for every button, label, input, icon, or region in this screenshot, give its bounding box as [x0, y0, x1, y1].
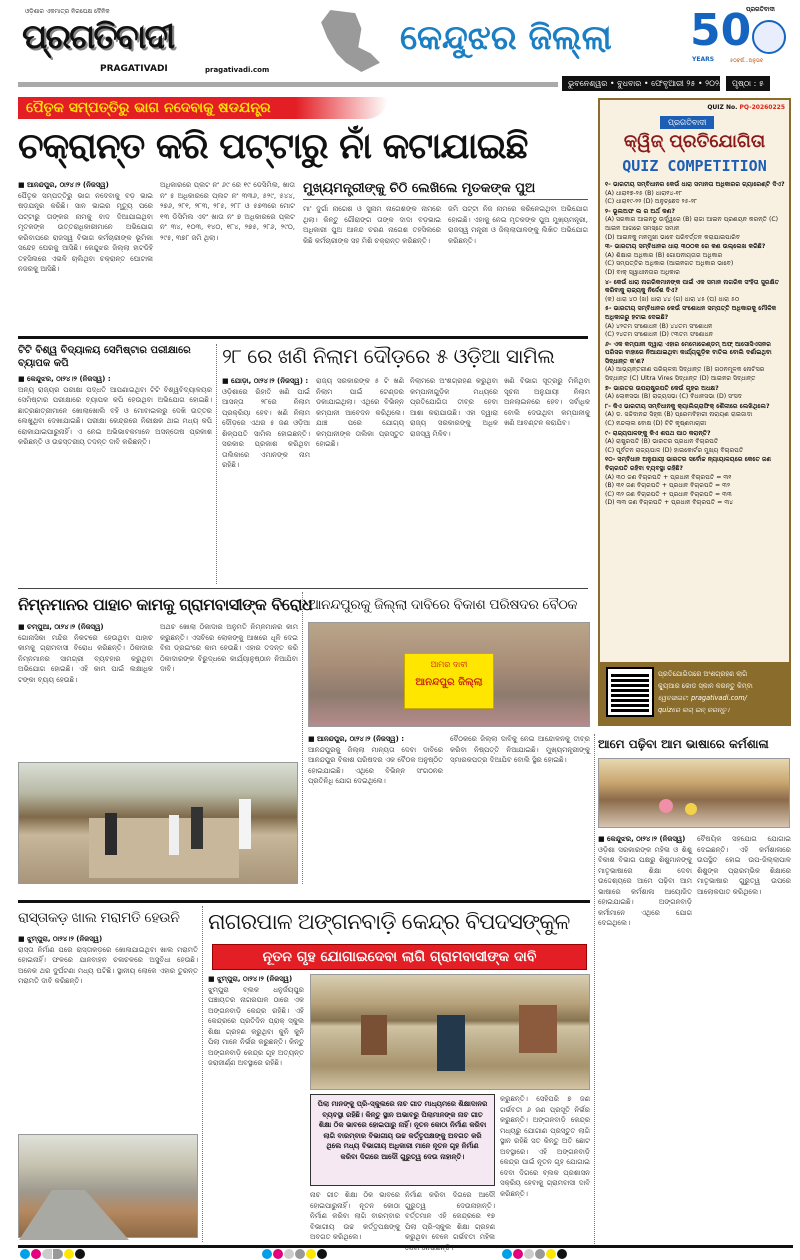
story3-column-3: ନିଲାମରେ ଅଂଶଗ୍ରହଣ କରୁଥିବା କମ୍ପାନୀଗୁଡ଼ିକ ମଧ୍ୟରେ ପ୍ରତିଯୋଗିତା ତୀବ୍ର ହେବା ଆଶା କରାଯାଉଛି। ଏହା ଦ୍ୱାରା ରାଜ୍ୟ ସରକାରଙ୍କୁ ଅଧିକ ରାଜସ୍ୱ ମିଳିବ। [410, 377, 498, 438]
story3-column-1 [222, 376, 310, 582]
demand-banner [404, 653, 494, 709]
story4-headline[interactable]: ନିମ୍ନମାନର ପାହାଚ କାମକୁ ଗ୍ରାମବାସୀଙ୍କ ବିରୋଧ [18, 595, 313, 614]
quiz-answer-options: (A) ଆଭ୍ୟନ୍ତରୀଣ ପରିଚାଳନା ସିଦ୍ଧାନ୍ତ (B) ଗଠନମୂଳକ ନୋଟିସର ସିଦ୍ଧାନ୍ତ (C) Ultra Vires ସିଦ୍ଧାନ୍ତ (D) ଆଇନର ସିଦ୍ଧାନ୍ତ [605, 366, 765, 383]
quiz-answer-options: (D) ବାକ୍ ସ୍ୱାଧୀନତାର ଅଧିକାର [605, 268, 680, 276]
quiz-footer-line: କ୍ୟୁଆର କୋଡ ସ୍କାନ କରନ୍ତୁ କିମ୍ବା [658, 682, 753, 690]
newspaper-logo: ପ୍ରଗତିବାଦୀ [22, 17, 174, 57]
cyan-mark-icon [262, 1249, 272, 1259]
grey-mark-icon [524, 1249, 534, 1259]
quiz-answer-options: (A) ଧାରା୧୭-୨୫ (B) ଧାରା୧୪-୧୮ [605, 189, 683, 197]
story4-column-1 [18, 622, 153, 756]
registration-marks-right [502, 1249, 568, 1259]
photo-balloon [659, 799, 673, 813]
story3-dateline: ■ ଯୋଡ଼ା, ଠା୨୪।୨ (ନିଜସ୍ୱ) : [222, 377, 309, 385]
story2-headline[interactable]: ଟିଟି ବିଶ୍ୱ ବିଦ୍ୟାଳୟ ସେମିଷ୍ଟାର ପରୀକ୍ଷାରେ ବ୍ୟାପକ କପି [18, 345, 191, 369]
quiz-answer-options: (C) ୩୨ ଜଣ ବିଚାରପତି + ପ୍ରଧାନ ବିଚାରପତି = ୩୩ [605, 490, 732, 498]
road-ditch-photo [18, 1134, 198, 1238]
story8-column-1 [208, 974, 304, 1242]
quiz-brand: ପ୍ରଗତିବାଦୀ [660, 116, 714, 129]
quiz-answer-options: (କ) ଧାରା ୪୦ (ଖ) ଧାରା ୪୪ (ଗ) ଧାରା ୪୫ (ଘ) ଧାରା ୫୦ [605, 295, 740, 303]
story8-callout: ପିଲା ମାନଙ୍କୁ ପ୍ରି-ସ୍କୁଲରେ ନାଚ ଗୀତ ମାଧ୍ୟମରେ ଶିକ୍ଷାଦାନର ବ୍ୟବସ୍ଥା ରହିଛି। କିନ୍ତୁ ସ୍ଥାନ ଅଭାବରୁ ପିଲାମାନଙ୍କ ନାଚ ଗୀତ ଶିକ୍ଷା ଠିକ ଭାବରେ ହୋଇପାରୁ ନାହିଁ। ନୂତନ କୋଠା ନିର୍ମାଣ କରିବା ଲାଗି ବାରମ୍ବାର ବିଭାଗୀୟ ଉଚ୍ଚ କର୍ତ୍ତୃପକ୍ଷଙ୍କୁ ଅବଗତ କରି ଥିଲେ ମଧ୍ୟ ବିଭାଗୀୟ ଅଧିକାରୀ ମାନେ ନୂତନ ଗୃହ ନିର୍ମାଣ କରିବା ଦିଗରେ ଆଦୌ ଗୁରୁତ୍ୱ ଦେଉ ନାହାନ୍ତି। [310, 1094, 495, 1186]
quiz-question: ୧୦- ସମ୍ବିଧାନ ଅନୁଯାୟୀ ଭାରତର ସର୍ବୋଚ୍ଚ ନ୍ୟାୟାଳୟରେ କେତେ ଜଣ ବିଚାରପତି ରହିବା ବ୍ୟବସ୍ଥା ରହିଛି? [605, 456, 771, 472]
quiz-question: ୪- କେଉଁ ଧାରା ନାଗରିକମାନଙ୍କ ପାଇଁ ଏକ ସମାନ ନାଗରିକ ସଂହିତା ସୁରକ୍ଷିତ କରିବାକୁ ରାଜ୍ୟକୁ ନିର୍ଦ୍ଦେଶ ଦିଏ? [605, 278, 779, 295]
story5-dateline: ■ ଆନନ୍ଦପୁର, ଠା୨୪।୨ (ନିଜସ୍ୱ) : [308, 735, 405, 743]
column-rule [302, 592, 303, 884]
page-bottom-rule [18, 1245, 793, 1248]
black-mark-icon [557, 1249, 567, 1259]
photo-window [519, 1005, 557, 1053]
lead-dateline: ■ ଆନନ୍ଦପୁର, ଠା୨୪।୨ (ନିଜସ୍ୱ) [18, 181, 109, 189]
quiz-answer-options: (A) ୩୦ ଜଣ ବିଚାରପତି + ପ୍ରଧାନ ବିଚାରପତି = ୩୧ [605, 473, 732, 481]
quiz-answer-options: (A) ୪୨ତମ ସଂଶୋଧନ (B) ୪୪ତମ ସଂଶୋଧନ [605, 322, 713, 330]
dateline: ଭୁବନେଶ୍ୱର • ବୁଧବାର • ଫେବୃଆରୀ ୨୫ • ୨୦୨୬ [562, 76, 720, 91]
quiz-answer-options: (C) ୨୪ତମ ସଂଶୋଧନ (D) ୯୩ତମ ସଂଶୋଧନ [605, 331, 714, 339]
yellow-mark-icon [306, 1249, 316, 1259]
quiz-question: ୬- ଏକ କମ୍ପାନୀ ଦ୍ୱାରା ଏହାର ମେମୋରେଣ୍ଡମ୍ ଅଫ୍ ଆସୋସିଏସନର ପରିସର ବାହାରେ ନିଆଯାଇଥିବା କାର୍ଯ୍ୟଗୁଡ଼ିକ ବାତିଲ ବୋଲି ଦର୍ଶାଇଥିବା ସିଦ୍ଧାନ୍ତ କ'ଣ? [605, 340, 772, 365]
story3-column-2: ରାଜ୍ୟ ସରକାରଙ୍କ ୫ ଟି ଖଣି ନିଲାମ ପାଇଁ ଟେଣ୍ଡର ଡକାଯାଇଥିଲା। ଏଥିରେ ବିଭିନ୍ନ କମ୍ପାନୀ ଆବେଦନ କରିଥିଲେ। ଯାଞ୍ଚ ପରେ ଯୋଗ୍ୟ କମ୍ପାନୀଙ୍କ ତାଲିକା ପ୍ରସ୍ତୁତ ହୋଇଛି। [316, 377, 404, 448]
photo-person [105, 813, 117, 855]
story8-dateline: ■ ଝୁମ୍ପୁରା, ଠା୨୪।୨ (ନିଜସ୍ୱ) [208, 975, 293, 983]
masthead-rule [18, 82, 558, 87]
story4-body-1: ଗୋନାସିକା ମନ୍ଦିର ନିକଟରେ ହେଉଥିବା ପାହାଚ କାମକୁ ଗ୍ରାମବାସୀ ବିରୋଧ କରିଛନ୍ତି। ଠିକାଦାର ନିମ୍ନମାନର ସାମଗ୍ରୀ ବ୍ୟବହାର କରୁଥିବା ଅଭିଯୋଗ ହୋଇଛି। ଏହି କାମ ପାଇଁ ଲକ୍ଷାଧିକ ଟଙ୍କା ବ୍ୟୟ ହେଉଛି। [18, 633, 153, 684]
quiz-footer-line: ପ୍ରତିଯୋଗିତାରେ ଅଂଶଗ୍ରହଣ ଲାଗି [658, 670, 748, 678]
quiz-answer-options: (C) ଧାରା୧୯-୨୨ (D) ଅନୁଚ୍ଛେଦ ୨୫-୨୮ [605, 198, 698, 206]
lead-column-2: ଅଧିକାରରେ ପ୍ଲଟ ନଂ ୬୯ ରେ ୧୯ ଡେସିମିଲ, ଖାତା ନଂ ୫ ଅଧିକାରରେ ପ୍ଲଟ ନଂ ୩୩୬, ୫୨୯, ୫୪୪, ୨୭୬, ୨୮୧, ୨୮୩, ୨୮୫, ୨୮୮ ଓ ୫୭୩ରେ ମୋଟ ୧୩ ଡିସିମିଲ ଏବଂ ଖାତା ନଂ ୭ ଅଧିକାରରେ ପ୍ଲଟ ନଂ ୩୪, ୧୦୩, ୧୪୦, ୧୮୪, ୨୭୫, ୨୮୬, ୨୯୦, ୨୯୫, ୩୭୮ ଜମି ଥିଲା। [160, 181, 295, 242]
lead-column-4: ଜମି ପଟ୍ଟା ନିଜ ନାମରେ କରିନେଇଥିବା ଅଭିଯୋଗ ହୋଇଛି। ଏହାକୁ ନେଇ ମୃତକଙ୍କ ପୁଅ ମୁଖ୍ୟମନ୍ତ୍ରୀ, ରାଜସ୍ୱ ମନ୍ତ୍ରୀ ଓ ଜିଲ୍ଲାପାଳଙ୍କୁ ଲିଖିତ ଅଭିଯୋଗ କରିଛନ୍ତି। [448, 205, 588, 245]
quiz-question: ୭- ଭାରତର ଉପରାଷ୍ଟ୍ରପତି କେଉଁ ଗୃହର ଅଧକ୍ଷ? [605, 384, 719, 392]
meeting-group-photo [308, 622, 590, 727]
quiz-answer-options: (C) ସମ୍ପତ୍ତିର ଅଧିକାର (ଆଇନଗତ ଅଧିକାର ଭାବେ) [605, 260, 734, 268]
quiz-question: ୮- କିଏ ଭାରତୀୟ ସମ୍ବିଧାନକୁ କ୍ୟାଲିଗ୍ରାଫିକ୍ ଶୈଳୀରେ ଲେଖିଥିଲେ? [605, 402, 770, 410]
story4-column-2: ଅଥଚ ଖୋଲା ଠିକାଦାର ଅନୁମତି ନିମ୍ନମାନର କାମ କରୁଛନ୍ତି। ଏସବିରେ ଲୋକଙ୍କୁ ଆଖରେ ଧୂଳି ଦେଇ ବିନା ଡ୍ରଇଂରେ କାମ ହେଉଛି। ଏହାର ତଦନ୍ତ କରି ଠିକାଦାରଙ୍କ ବିରୁଦ୍ଧରେ କାର୍ଯ୍ୟାନୁଷ୍ଠାନ ନିଆଯିବା ଦାବି। [160, 623, 298, 673]
quiz-question: ୨- ଭୂଲଅଫ ଲ ର ଅର୍ଥ କଣ? [605, 207, 675, 215]
lead-column-3: ମା' ଦୁର୍ଗା ନାଗେଶ ଓ ସୁନାମ ନାଗେଶଙ୍କ ନାମରେ ଥିଲା। କିନ୍ତୁ ଗୌରାଙ୍ଗ ତାଙ୍କ ଦାଦା ବଡ଼ଭାଇ ଅଧିକାରୀ ପୁଅ ଆନନ୍ଦ ଚରଣ ନାଗେଶ ତହସିଲରେ କିଛି କର୍ମଚାରୀଙ୍କ ସହ ମିଶି ଚକ୍ରାନ୍ତ କରିଛନ୍ତି। [303, 205, 441, 245]
story7-headline[interactable]: ରାସ୍ତାକଡ଼ ଖାଲ ମରାମତି ହେଉନି [18, 910, 180, 926]
story3-headline[interactable]: ୨୮ ରେ ଖଣି ନିଲାମ ଦୌଡ଼ରେ ୫ ଓଡ଼ିଆ ସାମିଲ [222, 344, 555, 368]
qr-code-icon[interactable] [608, 669, 652, 715]
quiz-number-label: QUIZ No. [707, 104, 738, 111]
photo-road [19, 1190, 129, 1240]
emblem-seal-icon [752, 20, 786, 54]
masthead-tagline: ଓଡ଼ିଶାର ଏକମାତ୍ର ନିରପେକ୍ଷ ଦୈନିକ [25, 8, 110, 15]
story6-column-1 [598, 834, 692, 1242]
column-rule [202, 906, 203, 1242]
quiz-answer-options: (A) ରାଷ୍ଟ୍ରପତି (B) ଭାରତର ପ୍ରଧାନ ବିଚାରପତି [605, 438, 719, 446]
page-number: ପୃଷ୍ଠା : ୫ [726, 76, 770, 91]
story5-column-1 [308, 734, 443, 884]
anniversary-number: 50 [690, 5, 752, 56]
lead-headline[interactable]: ଚକ୍ରାନ୍ତ କରି ପଟ୍ଟାରୁ ନାଁ କଟାଯାଇଛି [18, 126, 528, 167]
section-divider [18, 336, 588, 339]
section-divider [18, 900, 590, 903]
lead-body-1: ପୈତୃକ ସମ୍ପତ୍ତିରୁ ଭାଗ ନଦେବାକୁ ବଡ଼ ଭାଇ ଷଡ଼ଯନ୍ତ୍ର କରିଛି। ସାନ ଭାଇର ମୃତ୍ୟୁ ପରେ ପଟ୍ଟାରୁ ତାଙ୍କର ନାମକୁ ବାଦ ଦିଆଯାଇଥିବା ମୃତକଙ୍କ ଉତ୍ତରାଧିକାରୀମାନେ ଅଭିଯୋଗ କରିବାପରେ ରାଜସ୍ୱ ବିଭାଗ କର୍ମଚାରୀଙ୍କ ଭୂମିକା ସନ୍ଦେହ ଘେରକୁ ଆସିଛି। କେନ୍ଦୁଝର ଜିଲ୍ଲା ହାଟଡିହି ତହସିଲରେ ଏଭଳି ଚାଲିଥିବା ଚକ୍ରାନ୍ତ ଘୋଟାଳା ନଜରକୁ ଆସିଛି। [18, 191, 153, 273]
grey-mark-icon [42, 1249, 52, 1259]
quiz-answer-options: (A) ଡ. ସଚ୍ଚିଦାନନ୍ଦ ସିହ୍ନା (B) ପ୍ରେମବିହାରୀ ନାରାୟଣ ରାଇଜାଦା [605, 411, 753, 419]
quiz-question: ୩- ଭାରତୀୟ ସମ୍ବିଧାନର ଧାରା ୩୦୦କ ରେ କଣ ଉଲ୍ଲେଖ କରିଛି? [605, 243, 766, 251]
grey-mark-icon [295, 1249, 305, 1259]
photo-person [169, 815, 179, 855]
grey-mark-icon [535, 1249, 545, 1259]
magenta-mark-icon [513, 1249, 523, 1259]
black-mark-icon [75, 1249, 85, 1259]
anniversary-badge [690, 6, 794, 72]
story3-column-4: ଖଣି ବିଭାଗ ସୂତ୍ରରୁ ମିଳିଥିବା ସୂଚନା ଅନୁଯାୟୀ ନିଲାମ ଅନଲାଇନରେ ହେବ। ସର୍ବାଧିକ ବୋଲି ଦେଉଥିବା କମ୍ପାନୀକୁ ଖଣି ଆବଣ୍ଟନ କରାଯିବ। [504, 377, 590, 427]
district-title: କେନ୍ଦୁଝର ଜିଲ୍ଲା [400, 18, 612, 58]
black-mark-icon [317, 1249, 327, 1259]
website-url[interactable]: pragativadi.com [205, 66, 270, 74]
magenta-mark-icon [31, 1249, 41, 1259]
photo-balloon [685, 803, 697, 815]
story6-column-2: ବୈଷୟିକ ସହଯୋଗ ଯୋଗାଇ ଦେଇଛନ୍ତି। ଏହି କର୍ମଶାଳାରେ ଉପସ୍ଥିତ ହୋଇ ଉପ-ଜିଲ୍ଲାପାଳ ଶିଶୁଙ୍କ ପ୍ରାରମ୍ଭିକ ଶିକ୍ଷାରେ ମାତୃଭାଷାର ଗୁରୁତ୍ୱ ଉପରେ ଆଲୋକପାତ କରିଥିଲେ। [697, 835, 791, 896]
quiz-question: ୧- ଭାରତୀୟ ସମ୍ବିଧାନର କେଉଁ ଧାରା ସମାନତା ଅଧିକାରର ଗ୍ୟାରେଣ୍ଟି ଦିଏ? [605, 181, 785, 188]
lead-kicker: ପୈତୃକ ସମ୍ପତ୍ତିରୁ ଭାଗ ନଦେବାକୁ ଷଡଯନ୍ତ୍ର [18, 97, 388, 119]
cyan-mark-icon [502, 1249, 512, 1259]
workshop-photo [598, 758, 790, 828]
section-divider [18, 588, 588, 589]
quiz-answer-options: (A) ଶିକ୍ଷାର ଅଧିକାର (B) ଗୋପନୀୟତାର ଅଧିକାର [605, 251, 723, 259]
grey-mark-icon [53, 1249, 63, 1259]
registration-marks-center [262, 1249, 328, 1259]
anniversary-brand: ପ୍ରଗତିବାଦୀ [746, 6, 775, 13]
story8-subhead: ନୂତନ ଗୃହ ଯୋଗାଇଦେବା ଲାଗି ଗ୍ରାମବାସୀଙ୍କ ଦାବି [212, 944, 587, 970]
story5-column-2: ବୈଠକରେ ଜିଲ୍ଲା ଦାବିକୁ ନେଇ ଆନ୍ଦୋଳନକୁ ତୀବ୍ର କରିବା ନିଷ୍ପତ୍ତି ନିଆଯାଇଛି। ମୁଖ୍ୟମନ୍ତ୍ରୀଙ୍କୁ ସ୍ମାରକପତ୍ର ଦିଆଯିବ ବୋଲି ସ୍ଥିର ହୋଇଛି। [450, 735, 590, 764]
story6-body-1: ଓଡ଼ିଶା ସରକାରଙ୍କ ମହିଳା ଓ ଶିଶୁ ବିକାଶ ବିଭାଗ ପକ୍ଷରୁ ଶିଶୁମାନଙ୍କୁ ମାତୃଭାଷାରେ ଶିକ୍ଷା ଦେବା ଉଦ୍ଦେଶ୍ୟରେ ଆମେ ପଢ଼ିବା ଆମ ଭାଷାରେ କର୍ମଶାଳା ଆୟୋଜିତ ହୋଇଯାଇଛି। ଅଙ୍ଗନବାଡ଼ି କର୍ମୀମାନେ ଏଥିରେ ଯୋଗ ଦେଇଥିଲେ। [598, 845, 692, 927]
photo-window [361, 1015, 387, 1055]
quiz-footer-line: quizରେ ଲଗ୍ ଇନ୍ କରନ୍ତୁ। [658, 706, 730, 714]
anniversary-sub: ୫୦ବର୍ଷ...ଅନୁଭବ [730, 58, 764, 64]
quiz-title-english: QUIZ COMPETITION [622, 157, 767, 175]
story7-body [18, 934, 198, 1124]
quiz-answer-options: (D) ଆଇନକୁ ମନମୁଖୀ ଭାବେ ପରିବର୍ତ୍ତନ କରାଯାଇପାରିବ [605, 233, 741, 241]
registration-marks-left [20, 1249, 86, 1259]
story6-dateline: ■ କେନ୍ଦୁଝର, ଠା୨୪।୨ (ନିଜସ୍ୱ) [598, 835, 686, 843]
steps-construction-photo [18, 762, 298, 884]
quiz-answer-options: (B) ୩୧ ଜଣ ବିଚାରପତି + ପ୍ରଧାନ ବିଚାରପତି = ୩୨ [605, 482, 731, 490]
anganwadi-building-photo [310, 974, 590, 1090]
quiz-footer [600, 662, 789, 724]
story7-text: ରାସ୍ତା ନିର୍ମାଣ ପରେ ରାସ୍ତାକଡ଼ରେ ଖୋଳାଯାଇଥିବା ଖାଲ ମରାମତି ହୋଇନାହିଁ। ଫଳରେ ଯାନବାହନ ଚଳାଚଳରେ ଅସୁବିଧା ହେଉଛି। ଅନେକ ଥର ଦୁର୍ଘଟଣା ମଧ୍ୟ ଘଟିଛି। ସ୍ଥାନୀୟ ଲୋକେ ଏହାର ତୁରନ୍ତ ମରାମତି ଦାବି କରିଛନ୍ତି। [18, 945, 198, 985]
grey-mark-icon [284, 1249, 294, 1259]
story8-headline[interactable]: ନାଗରପାଳ ଅଙ୍ଗନବାଡ଼ି କେନ୍ଦ୍ର ବିପଦସଙ୍କୁଳ [208, 910, 570, 935]
story8-column-2: ନାଚ ଗୀତ ଶିକ୍ଷା ଠିକ ଭାବରେ ହୋଇପାରୁନାହିଁ। ନୂତନ କୋଠା ନିର୍ମାଣ କରିବା ଲାଗି ବାରମ୍ବାର ବିଭାଗୀୟ ଉଚ୍ଚ କର୍ତ୍ତୃପକ୍ଷଙ୍କୁ ଅବଗତ କରିଥିଲେ। [310, 1191, 400, 1241]
column-rule [216, 344, 217, 584]
quiz-answer-options: (C) ନନ୍ଦଲାଲ ବୋଷ (D) ଟିଟି କୃଷ୍ଣମାଚାରୀ [605, 420, 707, 428]
story8-column-3: ନିର୍ମାଣ କରିବା ଦିଗରେ ଆଦୌ ଗୁରୁତ୍ୱ ଦେଉନାହାନ୍ତି। ବର୍ତ୍ତମାନ ଏହି କେନ୍ଦ୍ରରେ ୧୭ ପିଲା ପ୍ରି-ସ୍କୁଲ ଶିକ୍ଷା ଗ୍ରହଣ କରୁଥିବା ବେଳେ ଗର୍ଭବତୀ ମହିଳା [405, 1191, 495, 1241]
lead-column-1 [18, 180, 153, 330]
cyan-mark-icon [20, 1249, 30, 1259]
yellow-mark-icon [546, 1249, 556, 1259]
photo-person [239, 799, 251, 849]
story4-dateline: ■ ଚମ୍ପୁଆ, ଠା୨୪।୨ (ନିଜସ୍ୱ) [18, 623, 104, 631]
story6-headline[interactable]: ଆମେ ପଢ଼ିବା ଆମ ଭାଷାରେ କର୍ମଶାଳା [598, 737, 769, 751]
quiz-title-odia: କ୍ୱିଜ୍ ପ୍ରତିଯୋଗିତା [623, 131, 766, 152]
story8-column-4: କରୁଛନ୍ତି। ସେହିପରି ୭ ଜଣ ଗର୍ଭବତୀ ୬ ଜଣ ପ୍ରସୂତି ନିର୍ଭର କରୁଛନ୍ତି। ଅଙ୍ଗନବାଡ଼ି କେନ୍ଦ୍ର ମଧ୍ୟରୁ ଯୋଗାଣ ପ୍ରସ୍ତୁତ ଲାଗି ସ୍ଥାନ ରହିଛି ସତ କିନ୍ତୁ ଅତି ଛୋଟ ଅବସ୍ଥାରେ। ଏହି ଅଙ୍ଗନବାଡ଼ି କେନ୍ଦ୍ର ପାଇଁ ନୂତନ ଗୃହ ଯୋଗାଇ ଦେବା ଦିଗରେ ବ୍ଲକ ପ୍ରଶାସନ ସକ୍ରିୟ ହେବାକୁ ଗ୍ରାମବାସୀ ଦାବି କରିଛନ୍ତି। [500, 1095, 590, 1198]
anniversary-years: YEARS [692, 56, 715, 63]
story2-text: ଅନ୍ୟ ରାଜ୍ୟର ପରୀକ୍ଷା ପଦ୍ଧତି ଆପଣାଇଥିବା ଟିଟି ବିଶ୍ୱବିଦ୍ୟାଳୟର ସେମିଷ୍ଟାର ପରୀକ୍ଷାରେ ବ୍ୟାପକ କପି ହେଉଥିବା ଅଭିଯୋଗ ହୋଇଛି। ଛାତ୍ରଛାତ୍ରୀମାନେ ଖୋଲାଖୋଲି ବହି ଓ ମୋବାଇଲରୁ ଦେଖି ଉତ୍ତର ଲେଖୁଥିବା ଦେଖାଯାଇଛି। ପରୀକ୍ଷା କେନ୍ଦ୍ରରେ ନିରୀକ୍ଷକ ଥାଇ ମଧ୍ୟ କପି ରୋକାଯାଇପାରୁନାହିଁ। ଏ ନେଇ ଅଭିଭାବକମାନେ ଅସନ୍ତୋଷ ପ୍ରକାଶ କରିଛନ୍ତି ଓ ଉଚ୍ଚସ୍ତରୀୟ ତଦନ୍ତ ଦାବି କରିଛନ୍ତି। [18, 385, 212, 446]
quiz-question: ୯- ରାଜ୍ୟପାଳଙ୍କୁ କିଏ ଶପଥ ପାଠ କରାନ୍ତି? [605, 429, 711, 437]
photo-person [191, 807, 203, 849]
story8-body-1: ଝୁମ୍ପୁରା ବ୍ଲକ ଧନୁର୍ଜୟପୁର ପଞ୍ଚାୟତର ନାଗରପାଳ ଠାରେ ଏକ ଅଙ୍ଗନବାଡ଼ି କେନ୍ଦ୍ର ରହିଛି। ଏହି କେନ୍ଦ୍ରରେ ପ୍ରତିଦିନ ପ୍ରାକ୍ ସ୍କୁଲ ଶିକ୍ଷା ଗ୍ରହଣ କରୁଥିବା କୁନି କୁନି ପିଲା ମାନେ ନିର୍ଭର କରୁଛନ୍ତି। କିନ୍ତୁ ଅଙ୍ଗନବାଡ଼ି କେନ୍ଦ୍ର ଗୃହ ଅତ୍ୟନ୍ତ ଜରାଜୀର୍ଣ୍ଣ ଅବସ୍ଥାରେ ରହିଛି। [208, 985, 304, 1067]
banner-line-1: ଆମର ଦାବୀ [430, 660, 468, 669]
quiz-answer-options: (A) ସରକାର ଆଇନଠୁ ଉର୍ଦ୍ଧ୍ୱରେ (B) ରାଜା ଆଇନ ପ୍ରଣୟନ କରନ୍ତି (C) ଆଇନ ଆଗରେ ସମସ୍ତେ ସମାନ [605, 216, 779, 232]
quiz-number-value: PQ-20260225 [739, 104, 785, 111]
district-map-icon [318, 10, 380, 72]
story3-body-1: ଓଡ଼ିଶାରେ ରିହାତି ଖଣି ପାଇଁ ଆସନ୍ତା ୨୮ରେ ନିଲାମ ପ୍ରକ୍ରିୟା ହେବ। ଖଣି ନିଲାମ ଦୌଡ଼ରେ ଏଥର ୫ ଜଣ ଓଡ଼ିଆ ଶିଳ୍ପପତି ସାମିଲ ହୋଇଛନ୍ତି। ସରକାର ପ୍ରକାଶ କରିଥିବା ତାଲିକାରେ ଏମାନଙ୍କ ନାମ ରହିଛି। [222, 387, 310, 469]
quiz-answer-options: (D) ୩୩ ଜଣ ବିଚାରପତି + ପ୍ରଧାନ ବିଚାରପତି = ୩୪ [605, 499, 734, 507]
quiz-footer-link[interactable]: ୱେବସାଇଟ: pragativadi.com/ [658, 694, 747, 702]
story2-body [18, 374, 212, 582]
quiz-number [707, 104, 785, 112]
story2-dateline: ■ କେନ୍ଦୁଝର, ଠା୨୪।୨ (ନିଜସ୍ୱ) : [18, 375, 111, 383]
banner-line-2: ଆନନ୍ଦପୁର ଜିଲ୍ଲା [415, 677, 483, 688]
magenta-mark-icon [273, 1249, 283, 1259]
story5-body-1: ଆନନ୍ଦପୁରକୁ ଜିଲ୍ଲା ମାନ୍ୟତା ଦେବା ଦାବିରେ ଆନନ୍ଦପୁର ବିକାଶ ପରିଷଦର ଏକ ବୈଠକ ଅନୁଷ୍ଠିତ ହୋଇଯାଇଛି। ଏଥିରେ ବିଭିନ୍ନ ସଂଗଠନର ପ୍ରତିନିଧି ଯୋଗ ଦେଇଥିଲେ। [308, 745, 443, 785]
quiz-questions-list [605, 180, 786, 658]
column-rule [594, 734, 595, 1244]
photo-door [437, 1015, 465, 1071]
yellow-mark-icon [64, 1249, 74, 1259]
logo-english: PRAGATIVADI [100, 64, 168, 74]
quiz-question: ୫- ଭାରତୀୟ ସମ୍ବିଧାନର କେଉଁ ସଂଶୋଧନ ସମ୍ପତ୍ତି ଅଧିକାରକୁ ମୌଳିକ ଅଧିକାରରୁ ହଟାଇ ଦେଇଛି? [605, 305, 777, 321]
quiz-answer-options: (A) ଲୋକସଭା (B) ରାଜ୍ୟସଭା (C) ବିଧାନସଭା (D) ସଂସଦ [605, 393, 743, 401]
story7-dateline: ■ ଝୁମ୍ପୁରା, ଠା୨୪।୨ (ନିଜସ୍ୱ) [18, 935, 103, 943]
quiz-competition-box [598, 98, 791, 726]
lead-sidebox-headline: ମୁଖ୍ୟମନ୍ତ୍ରୀଙ୍କୁ ଚିଠି ଲେଖିଲେ ମୃତକଙ୍କ ପୁଅ [303, 180, 588, 200]
quiz-answer-options: (C) ପୂର୍ବତନ ରାଜ୍ୟପାଳ (D) ହାଇକୋର୍ଟର ମୁଖ୍ୟ ବିଚାରପତି [605, 446, 744, 454]
story5-headline[interactable]: ଆନନ୍ଦପୁରକୁ ଜିଲ୍ଲା ଦାବିରେ ବିକାଶ ପରିଷଦର ବୈଠକ [308, 597, 578, 613]
